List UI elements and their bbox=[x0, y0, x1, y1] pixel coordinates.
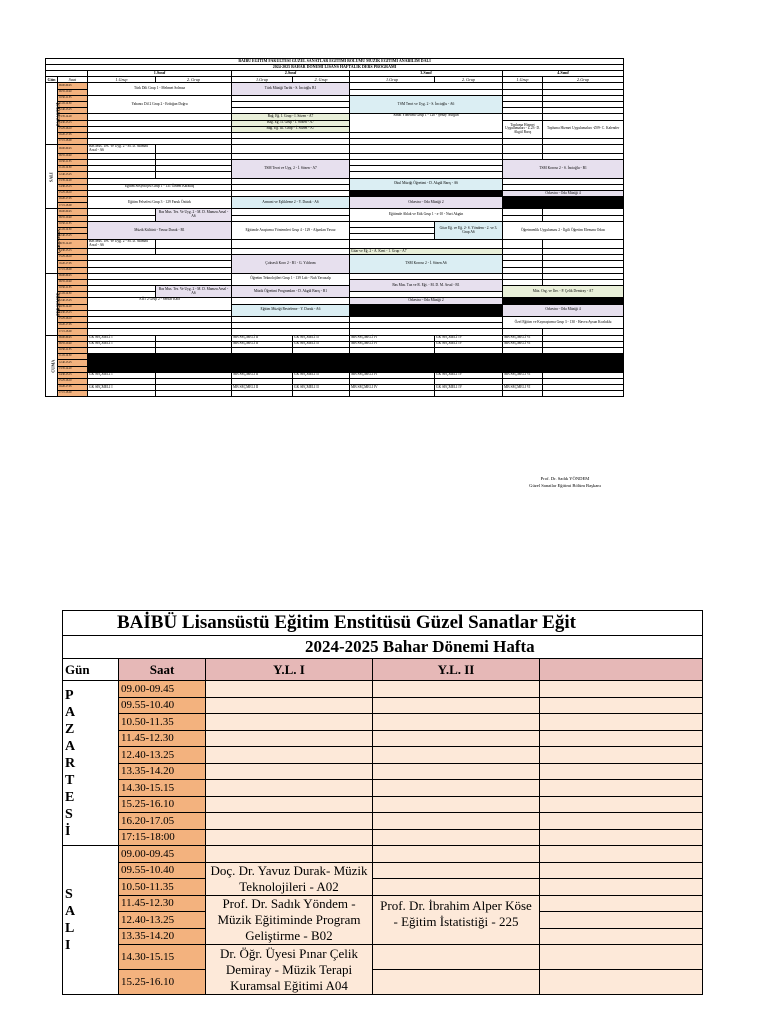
lesson-cell: Bas Mus. Tes. Ve Uyg. 2 - M. D. Mamzu Arsal - A6 bbox=[88, 145, 156, 154]
lesson-cell: Türk Müziği Tarihi - S. İncioğlu B1 bbox=[232, 83, 350, 95]
schedule-title: BAİBÜ EĞİTİM FAKÜLTESİ GÜZEL SANATLAR EĞİTİMİ BÖLÜMÜ MÜZİK EĞİTİMİ ANABİLİM DALI bbox=[46, 59, 624, 65]
lesson-cell: Topluma Hizmet Uygulamaları - Z.23- D. Akgül Barış bbox=[503, 120, 543, 139]
time-slot: 11.45-12.30 bbox=[58, 228, 88, 234]
elective-cell: GK SEÇMELİ I bbox=[88, 335, 156, 341]
elective-cell: MB SEÇMELİ II bbox=[232, 372, 293, 378]
time-slot: 14.30-15.15 bbox=[119, 945, 206, 970]
time-slot: 09.00-09.45 bbox=[58, 273, 88, 279]
time-slot: 14.30-15.15 bbox=[58, 372, 88, 378]
signature-title: Güzel Sanatlar Eğitimi Bölüm Başkanı bbox=[529, 482, 601, 488]
lesson-cell: Orkestra - Oda Müziği 2 bbox=[350, 197, 503, 209]
time-slot: 09.00-09.45 bbox=[119, 846, 206, 863]
lesson-cell: Gitar Eğ. ve Eğ. 2- S. Yöndem - 2. ve 3. Grup A6 bbox=[435, 221, 503, 240]
time-slot: 16.20-17.05 bbox=[58, 261, 88, 267]
elective-cell: GK SEÇMELİ I bbox=[88, 372, 156, 378]
time-slot: 12.40-13.25 bbox=[119, 747, 206, 764]
time-slot: 16.20-17.05 bbox=[58, 385, 88, 391]
time-slot: 17.15-18.00 bbox=[58, 267, 88, 273]
time-slot: 10.50-11.35 bbox=[119, 714, 206, 731]
lesson-cell: Özel Eğitim ve Kaynaştırma Grup 3 - 130 - Havva Aysun Kozluklu bbox=[503, 317, 624, 329]
lesson-cell: Prof. Dr. Sadık Yöndem - Müzik Eğitiminde Program Geliştirme - B02 bbox=[206, 895, 373, 945]
lesson-cell: Müzik Kültürü - Yavuz Durak - B1 bbox=[88, 221, 232, 240]
lesson-cell: Eğitim Sosyolojisi Grup 1 - 131 Özlem Karakuş bbox=[88, 184, 232, 190]
yl1-header: Y.L. I bbox=[206, 659, 373, 681]
time-slot: 12.40-13.25 bbox=[58, 298, 88, 304]
graduate-title: BAİBÜ Lisansüstü Eğitim Enstitüsü Güzel Sanatlar Eğit bbox=[63, 611, 703, 636]
yl2-header: Y.L. II bbox=[373, 659, 540, 681]
schedule-subtitle: 2024-2025 BAHAR DÖNEMİ LİSANS HAFTALIK DERS PROGRAMI bbox=[46, 65, 624, 71]
undergraduate-schedule-table bbox=[45, 58, 624, 397]
elective-cell: GK SEÇMELİ IV bbox=[435, 372, 503, 378]
elective-cell: MB SEÇMELİ VI bbox=[503, 335, 543, 341]
blocked-slot bbox=[503, 197, 624, 209]
group-header: 1.Grup bbox=[232, 77, 293, 83]
lesson-cell: AİİT 2 Grup 2 - Serdar Kara bbox=[88, 298, 232, 310]
time-slot: 17.15-18.00 bbox=[58, 203, 88, 209]
time-slot: 11.45-12.30 bbox=[119, 730, 206, 747]
time-slot: 17.15-18.00 bbox=[58, 391, 88, 397]
lesson-cell: Prof. Dr. İbrahim Alper Köse - Eğitim İstatistiği - 225 bbox=[373, 895, 540, 945]
elective-cell: GK SEÇMELİ I bbox=[88, 385, 156, 391]
time-slot: 09.00-09.45 bbox=[119, 681, 206, 698]
day-label-tuesday: SALI bbox=[63, 846, 119, 995]
lesson-cell: Çoksesli Koro 2 - B1 - G. Yıldırım bbox=[232, 255, 350, 274]
lesson-cell: Öğretim Teknolojileri Grup 1 - 139 Lab - Nuh Yavuzalp bbox=[232, 273, 350, 285]
time-slot: 15.25-16.10 bbox=[119, 970, 206, 995]
time-slot: 13.35-14.20 bbox=[58, 114, 88, 120]
time-slot: 12.40-13.25 bbox=[119, 912, 206, 929]
time-slot: 13.35-14.20 bbox=[58, 304, 88, 310]
elective-cell: MB SEÇMELİ VI bbox=[503, 372, 543, 378]
lesson-cell: Müz. Org. ve İler. - P. Çelik Demiray - A7 bbox=[503, 286, 624, 298]
lesson-cell: Bas Mus. Tuz ve R. Eğt. - M. D. M. Arsal - B1 bbox=[350, 279, 503, 291]
signature-block bbox=[500, 476, 630, 490]
time-slot: 13.35-14.20 bbox=[119, 763, 206, 780]
gun-header: Gün bbox=[46, 77, 58, 83]
time-slot: 17.15-18.00 bbox=[58, 139, 88, 145]
lesson-cell: Topluma Hizmet Uygulamaları -Z09- C. Kalender bbox=[543, 120, 624, 139]
elective-cell: GK SEÇMELİ II bbox=[293, 385, 350, 391]
time-slot: 10.50-11.35 bbox=[58, 221, 88, 227]
lesson-cell: Eğitim Müziği Besteleme - Y. Durak - A6 bbox=[232, 304, 350, 316]
class-2-header: 2.Sınıf bbox=[232, 71, 350, 77]
lesson-cell: Bas Mus. Tes. Ve Uyg. 2 - M. D. Mamzu Arsal - A6 bbox=[156, 209, 232, 221]
signature-name: Prof. Dr. Sadık YÖNDEM bbox=[540, 476, 590, 481]
lesson-cell: Sanat Yönetimi Grup 1 - 120 - Şenay Nurgün bbox=[350, 114, 503, 133]
time-slot: 09.55-10.40 bbox=[119, 697, 206, 714]
time-slot: 14.30-15.15 bbox=[58, 120, 88, 126]
time-slot: 11.45-12.30 bbox=[58, 292, 88, 298]
blocked-slot bbox=[88, 354, 624, 373]
time-slot: 16.20-17.05 bbox=[119, 813, 206, 830]
day-label: PERŞEMBE bbox=[46, 273, 58, 335]
time-slot: 15.25-16.10 bbox=[58, 317, 88, 323]
time-slot: 16.20-17.05 bbox=[58, 132, 88, 138]
time-slot: 10.50-11.35 bbox=[58, 159, 88, 165]
time-slot: 11.45-12.30 bbox=[58, 101, 88, 107]
time-slot: 14.30-15.15 bbox=[58, 184, 88, 190]
lesson-cell: TSM Teori ve Uyg. 2 - İ. Sözen - A7 bbox=[232, 159, 350, 178]
lesson-cell: Eğitimde Araştırma Yöntemleri Grup 4 - 129 - Alpaslan Yavuz bbox=[232, 221, 350, 240]
lesson-cell: Öğretmenlik Uygulaması 2 - İlgili Öğretim Elemanı Odası bbox=[503, 221, 624, 240]
graduate-schedule-crop bbox=[62, 610, 576, 1024]
time-slot: 16.20-17.05 bbox=[58, 323, 88, 329]
lesson-cell: Orkestra - Oda Müziği 2 bbox=[350, 298, 503, 304]
lesson-cell: Türk Dili Grup 1 - Mehmet Solmaz bbox=[88, 83, 232, 95]
time-slot: 10.50-11.35 bbox=[58, 286, 88, 292]
time-slot: 09.55-10.40 bbox=[58, 279, 88, 285]
elective-cell: MB SEÇMELİ IV bbox=[350, 335, 435, 341]
lesson-cell: Eğitim Felsefesi Grup 3 - 129 Faruk Öztürk bbox=[88, 197, 232, 209]
graduate-subtitle: 2024-2025 Bahar Dönemi Hafta bbox=[63, 636, 703, 659]
elective-cell: GK SEÇMELİ II bbox=[293, 341, 350, 347]
lesson-cell: Bağ. Eğ. II. Grup - İ. Sözen - A7 bbox=[232, 120, 350, 126]
class-3-header: 3.Sınıf bbox=[350, 71, 503, 77]
time-slot: 09.55-10.40 bbox=[58, 89, 88, 95]
time-slot: 17:15-18:00 bbox=[119, 829, 206, 846]
lesson-cell: Dr. Öğr. Üyesi Pınar Çelik Demiray - Müzik Terapi Kuramsal Eğitimi A04 bbox=[206, 945, 373, 995]
group-header: 1.Grup bbox=[503, 77, 543, 83]
elective-cell: MB SEÇMELİ IV bbox=[350, 385, 435, 391]
time-slot: 12.40-13.25 bbox=[58, 360, 88, 366]
time-slot: 09.00-09.45 bbox=[58, 209, 88, 215]
elective-cell: GK SEÇMELİ IV bbox=[435, 385, 503, 391]
lesson-cell: Eğitimde Ahlak ve Etik Grup 1 - z-10 - Nuri Akgün bbox=[350, 209, 503, 221]
time-slot: 09.55-10.40 bbox=[119, 862, 206, 879]
group-header: 2. Grup bbox=[156, 77, 232, 83]
lesson-cell: TSM Koroso 2 - S. İncioğlu - B1 bbox=[503, 159, 624, 178]
elective-cell: MB SEÇMELİ IV bbox=[350, 341, 435, 347]
lesson-cell: Armoni ve Eşlikleme 2 - Y. Durak - A6 bbox=[232, 197, 350, 209]
time-slot: 13.35-14.20 bbox=[119, 928, 206, 945]
lesson-cell: Müzik Öğretimi Programları - D. Akgül Barış - B1 bbox=[232, 286, 350, 298]
saat-header: Saat bbox=[58, 77, 88, 83]
lesson-cell: Bas Mus. Tes. Ve Uyg. 2 - M. D. Mamzu Arsal - A6 bbox=[88, 240, 156, 249]
lesson-cell: Okul Müziği Öğretimi - D. Akgül Barış - A6 bbox=[350, 178, 503, 190]
time-slot: 09.00-09.45 bbox=[58, 335, 88, 341]
lesson-cell: Bas Mus. Tes. Ve Uyg. 2 - M. D. Mamzu Arsal - A6 bbox=[156, 286, 232, 298]
elective-cell: MB SEÇMELİ II bbox=[232, 335, 293, 341]
elective-cell: GK SEÇMELİ II bbox=[293, 335, 350, 341]
blocked-slot bbox=[350, 304, 503, 316]
time-slot: 10.50-11.35 bbox=[58, 347, 88, 353]
time-slot: 11.45-12.30 bbox=[58, 354, 88, 360]
lesson-cell: Gitar ve Eğ. 2 - A. Kent - 1. Grup - A7 bbox=[350, 248, 503, 254]
time-slot: 09.55-10.40 bbox=[58, 215, 88, 221]
elective-cell: MB SEÇMELİ II bbox=[232, 341, 293, 347]
time-slot: 15.25-16.10 bbox=[58, 190, 88, 196]
time-slot: 15.25-16.10 bbox=[58, 378, 88, 384]
elective-cell: MB SEÇMELİ VI bbox=[503, 341, 543, 347]
day-label: PAZARTESİ bbox=[46, 83, 58, 145]
lesson-cell: Doç. Dr. Yavuz Durak- Müzik Teknolojileri - A02 bbox=[206, 862, 373, 895]
time-slot: 16.20-17.05 bbox=[58, 197, 88, 203]
time-slot: 12.40-13.25 bbox=[58, 172, 88, 178]
elective-cell: GK SEÇMELİ IV bbox=[435, 341, 503, 347]
time-slot: 10.50-11.35 bbox=[119, 879, 206, 896]
lesson-cell: Yabancı Dil 2 Grup 2 - Erdoğan Doğru bbox=[88, 95, 232, 114]
time-slot: 13.35-14.20 bbox=[58, 366, 88, 372]
lesson-cell: TSM Koroso 2 - İ. Sözen A6 bbox=[350, 255, 503, 274]
time-slot: 11.45-12.30 bbox=[58, 166, 88, 172]
time-slot: 09.00-09.45 bbox=[58, 145, 88, 154]
day-label-monday: PAZARTESİ bbox=[63, 681, 119, 846]
time-slot: 17.15-18.00 bbox=[58, 329, 88, 335]
time-slot: 09.55-10.40 bbox=[58, 341, 88, 347]
lesson-cell: TSM Teori ve Uyg. 2 - S. İncioğlu - A6 bbox=[350, 95, 503, 114]
lesson-cell: Orkestra - Oda Müziği 4 bbox=[503, 304, 624, 316]
time-slot: 09.55-10.40 bbox=[58, 153, 88, 159]
group-header: 2. Grup bbox=[293, 77, 350, 83]
time-slot: 12.40-13.25 bbox=[58, 234, 88, 240]
time-slot: 14.30-15.15 bbox=[119, 780, 206, 797]
elective-cell: GK SEÇMELİ II bbox=[293, 372, 350, 378]
elective-cell: GK SEÇMELİ I bbox=[88, 341, 156, 347]
class-4-header: 4.Sınıf bbox=[503, 71, 624, 77]
lesson-cell: Bağ. Eğ. III. Grup - İ. Sözen - A7 bbox=[232, 126, 350, 132]
time-slot: 14.30-15.15 bbox=[58, 310, 88, 316]
group-header: 1.Grup bbox=[88, 77, 156, 83]
group-header: 2.Grup bbox=[543, 77, 624, 83]
day-label: ÇARŞAMBA bbox=[46, 209, 58, 273]
time-slot: 11.45-12.30 bbox=[119, 895, 206, 912]
group-header: 2. Grup bbox=[435, 77, 503, 83]
class-1-header: 1.Sınıf bbox=[88, 71, 232, 77]
time-slot: 12.40-13.25 bbox=[58, 108, 88, 114]
day-label: CUMA bbox=[46, 335, 58, 397]
elective-cell: MB SEÇMELİ VI bbox=[503, 385, 543, 391]
time-slot: 13.35-14.20 bbox=[58, 178, 88, 184]
time-slot: 15.25-16.10 bbox=[58, 126, 88, 132]
elective-cell: GK SEÇMELİ IV bbox=[435, 335, 503, 341]
time-slot: 15.25-16.10 bbox=[119, 796, 206, 813]
saat-header: Saat bbox=[119, 659, 206, 681]
graduate-schedule-table bbox=[62, 610, 703, 995]
time-slot: 14.30-15.15 bbox=[58, 248, 88, 254]
time-slot: 09.00-09.45 bbox=[58, 83, 88, 89]
elective-cell: MB SEÇMELİ IV bbox=[350, 372, 435, 378]
gun-header: Gün bbox=[63, 659, 119, 681]
elective-cell: MB SEÇMELİ II bbox=[232, 385, 293, 391]
time-slot: 13.35-14.20 bbox=[58, 240, 88, 249]
lesson-cell: Bağ. Eğ. I. Grup - İ. Sözen - A7 bbox=[232, 114, 350, 120]
time-slot: 15.25-16.10 bbox=[58, 255, 88, 261]
group-header: 1.Grup bbox=[350, 77, 435, 83]
time-slot: 10.50-11.35 bbox=[58, 95, 88, 101]
day-label: SALI bbox=[46, 145, 58, 209]
lesson-cell: Orkestra - Oda Müziği 4 bbox=[503, 190, 624, 196]
